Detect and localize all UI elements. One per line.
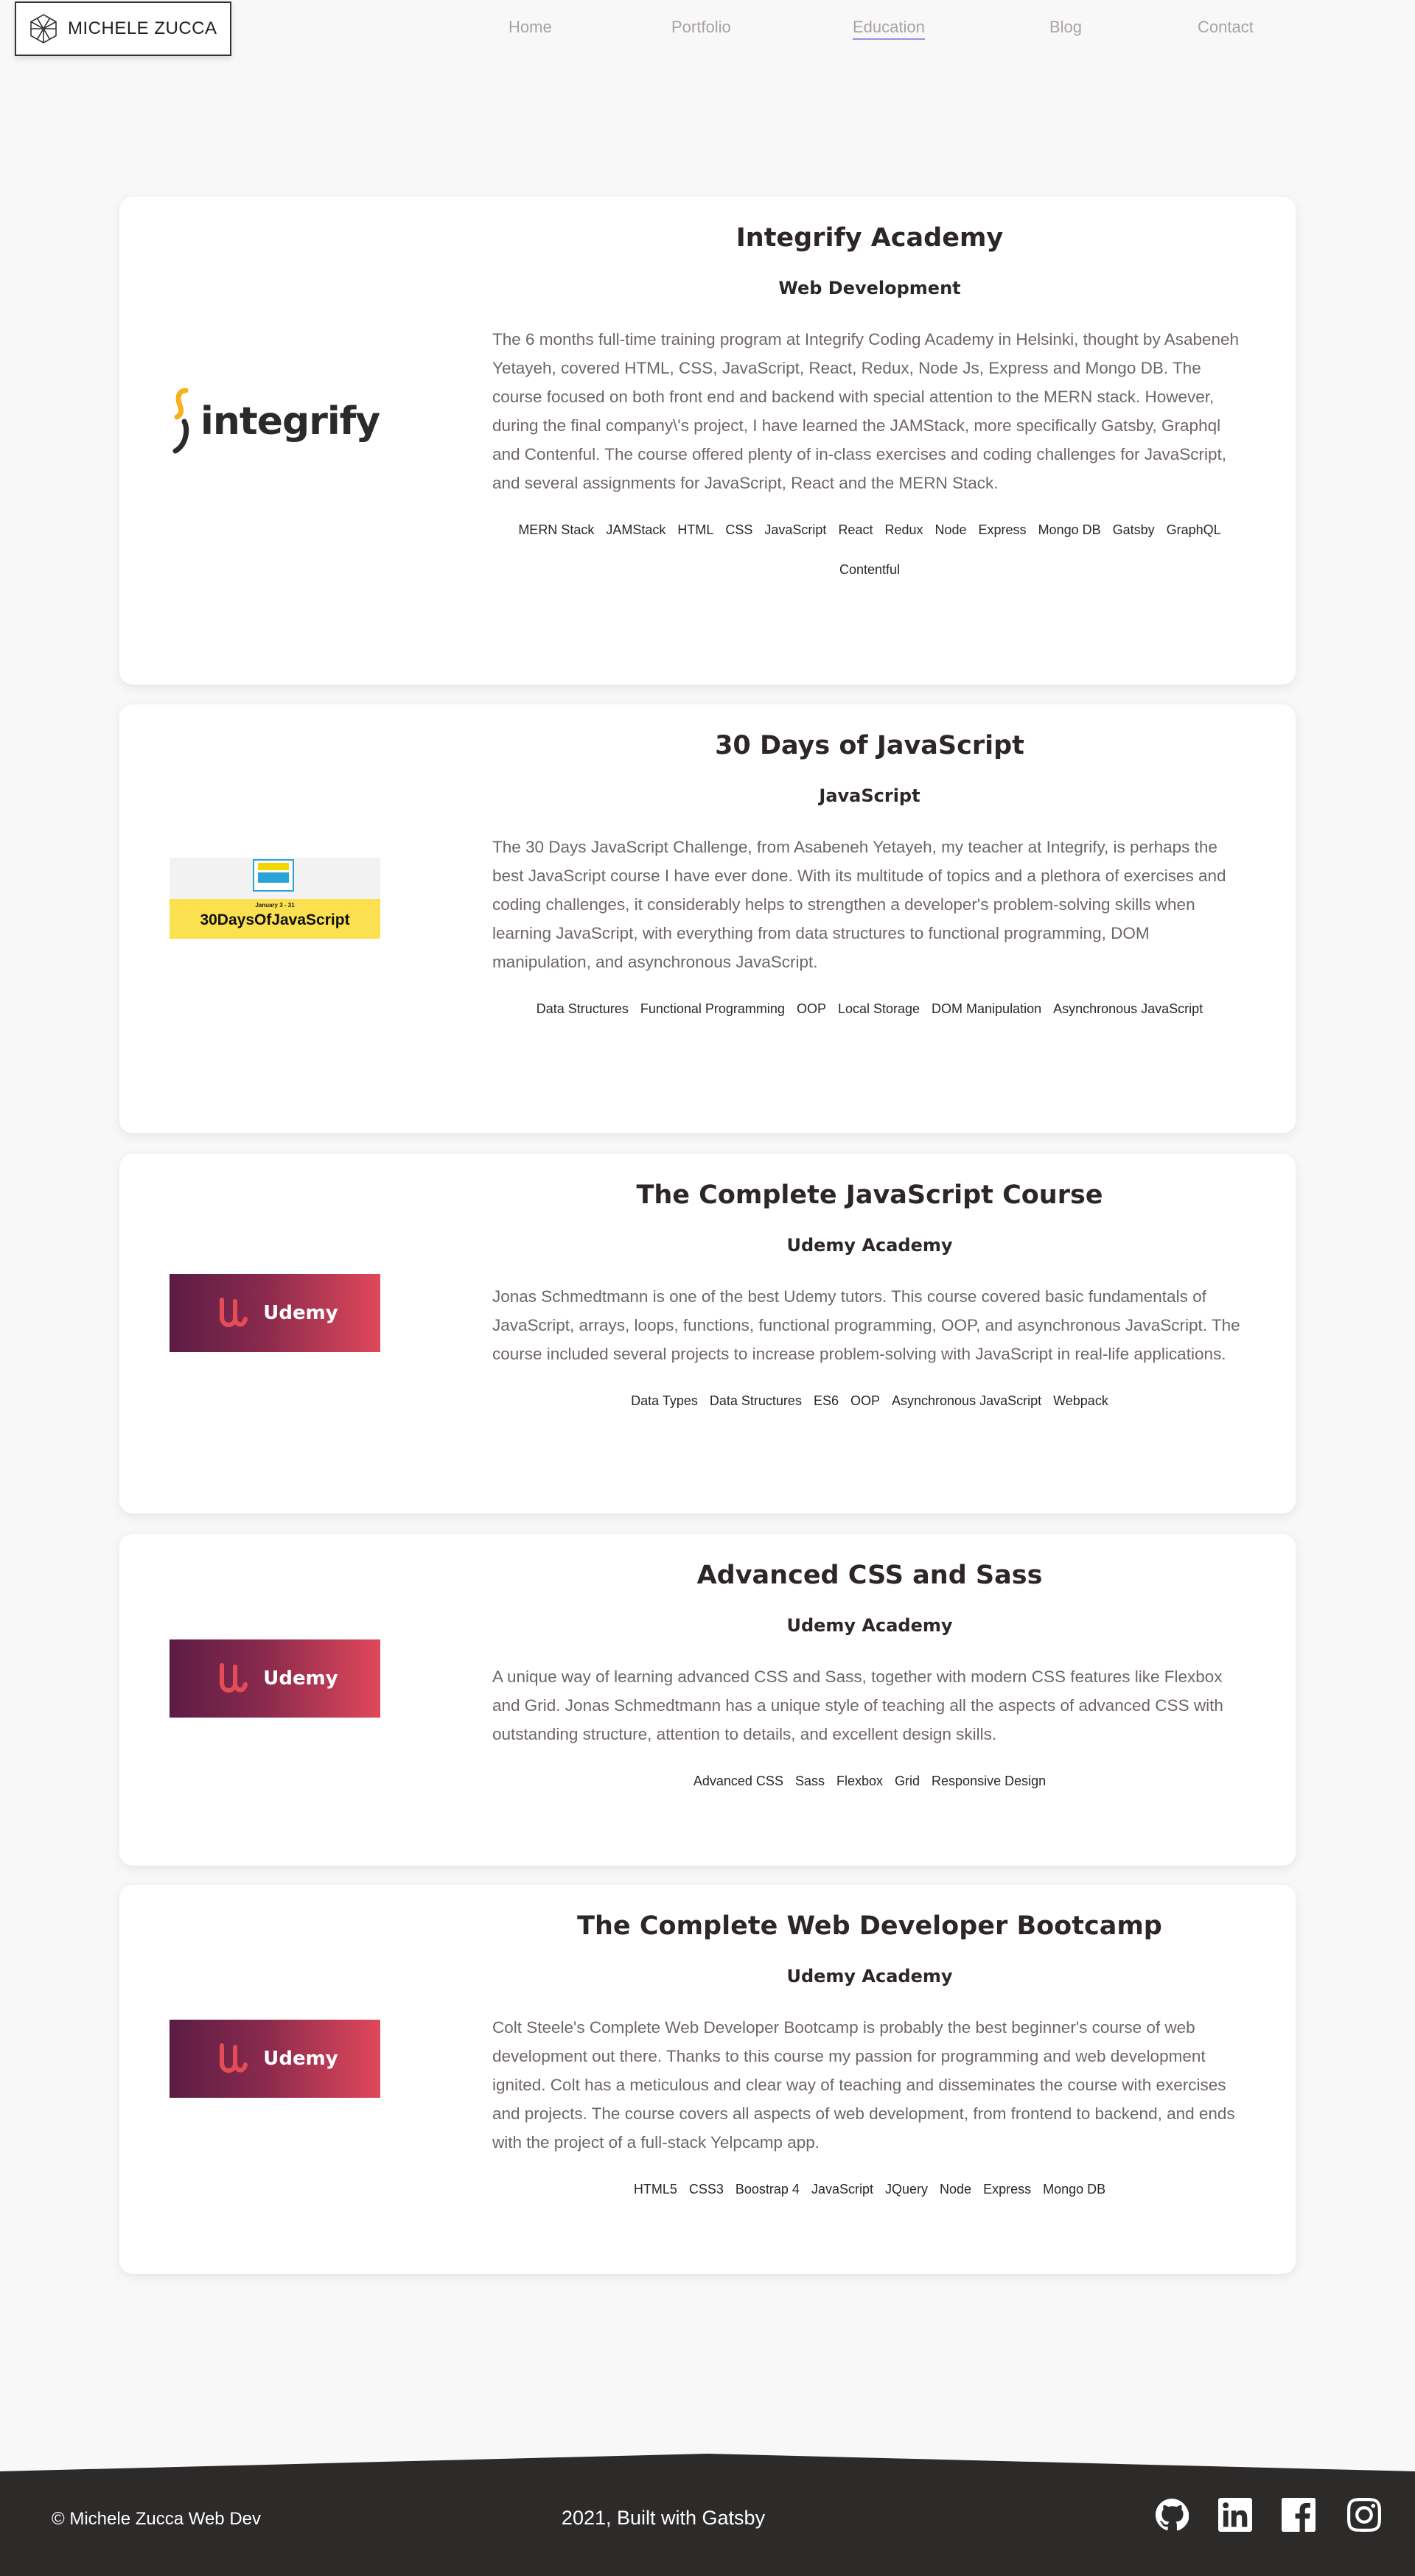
tag: GraphQL xyxy=(1166,522,1221,537)
tag: JavaScript xyxy=(764,522,827,537)
tag: Data Types xyxy=(631,1393,698,1408)
course-subtitle: Udemy Academy xyxy=(786,1615,953,1636)
course-subtitle: JavaScript xyxy=(819,785,920,806)
tag: OOP xyxy=(796,1001,826,1016)
nav-blog[interactable]: Blog xyxy=(1049,18,1083,36)
integrify-logo xyxy=(170,381,380,462)
nav-education[interactable]: Education xyxy=(853,18,925,40)
course-title: The Complete Web Developer Bootcamp xyxy=(577,1911,1162,1941)
course-content xyxy=(492,1911,1247,2202)
integrify-mark-icon xyxy=(170,386,196,457)
tag-list xyxy=(492,517,1247,583)
course-description: Colt Steele's Complete Web Developer Bootcamp is probably the best beginner's course of web development out there. Thanks to this course my passion for programming and web development ignited. Colt has a meticulous and clear way of teaching and disseminates the course with exercises and projects. The course covers all aspects of web development, from frontend to backend, and ends with the project of a full-stack Yelpcamp app. xyxy=(492,2018,1235,2152)
tag: Node xyxy=(940,2182,972,2197)
udemy-logo xyxy=(170,1274,380,1352)
nav-home[interactable]: Home xyxy=(509,18,552,36)
tag: Mongo DB xyxy=(1043,2182,1106,2197)
30days-logo-date: January 3 - 31 xyxy=(255,902,295,909)
udemy-u-icon xyxy=(212,1658,253,1699)
tag: Grid xyxy=(895,1774,920,1788)
tag: HTML5 xyxy=(633,2182,677,2197)
instagram-icon[interactable] xyxy=(1346,2496,1383,2533)
course-content xyxy=(492,731,1247,1022)
nav-portfolio[interactable]: Portfolio xyxy=(671,18,731,36)
course-content xyxy=(492,223,1247,583)
course-card-advanced-css xyxy=(119,1534,1296,1866)
udemy-logo-text: Udemy xyxy=(263,2048,338,2070)
course-subtitle: Udemy Academy xyxy=(786,1966,953,1987)
udemy-u-icon xyxy=(212,1292,253,1334)
tag-list xyxy=(492,1387,1247,1414)
tag: Gatsby xyxy=(1112,522,1155,537)
tag: ES6 xyxy=(813,1393,839,1408)
tag: Local Storage xyxy=(837,1001,920,1016)
integrify-logo-text: integrify xyxy=(200,399,380,444)
30days-logo xyxy=(170,858,380,939)
course-description: A unique way of learning advanced CSS and Sass, together with modern CSS features like Flexbox and Grid. Jonas Schmedtmann has a unique style of teaching all the aspects of advanced CSS with outstanding structure, attention to details, and excellent design skills. xyxy=(492,1667,1223,1743)
30days-badge-icon xyxy=(253,859,294,892)
tag: Sass xyxy=(794,1774,825,1788)
course-card-web-dev-bootcamp xyxy=(119,1885,1296,2274)
tag: Advanced CSS xyxy=(693,1774,783,1788)
30days-logo-text: 30DaysOfJavaScript xyxy=(200,911,350,928)
tag: Node xyxy=(934,522,967,537)
tag: Data Structures xyxy=(709,1393,802,1408)
tag: JavaScript xyxy=(811,2182,873,2197)
brand-name: MICHELE ZUCCA xyxy=(68,18,217,38)
course-description: The 30 Days JavaScript Challenge, from Asabeneh Yetayeh, my teacher at Integrify, is perhaps the best JavaScript course I have ever done. With its multitude of topics and a plethora of exercises and coding challenges, it considerably helps to strengthen a developer's problem-solving skills when learning JavaScript, with everything from data structures to functional programming, DOM manipulation, and asynchronous JavaScript. xyxy=(492,838,1226,971)
tag: Functional Programming xyxy=(640,1001,785,1016)
udemy-logo xyxy=(170,2020,380,2098)
tag: Mongo DB xyxy=(1038,522,1101,537)
footer-built-with: 2021, Built with Gatsby xyxy=(561,2507,766,2529)
tag: Responsive Design xyxy=(932,1774,1047,1788)
tag-list xyxy=(492,1768,1247,1794)
udemy-logo xyxy=(170,1639,380,1718)
course-card-30days xyxy=(119,704,1296,1133)
course-content xyxy=(492,1180,1247,1414)
site-footer xyxy=(0,2451,1415,2576)
tag: Express xyxy=(978,522,1027,537)
course-description: The 6 months full-time training program at Integrify Coding Academy in Helsinki, thought by Asabeneh Yetayeh, covered HTML, CSS, JavaScript, React, Redux, Node Js, Express and Mongo DB. The course focused on both front end and backend with special attention to the MERN stack. However, during the final company\'s project, I have learned the JAMStack, more specifically Gatsby, Graphql and Contenful. The course offered plenty of in-class exercises and coding challenges for JavaScript, and several assignments for JavaScript, React and the MERN Stack. xyxy=(492,330,1240,492)
tag: Webpack xyxy=(1053,1393,1108,1408)
course-content xyxy=(492,1561,1247,1794)
tag-list xyxy=(492,995,1247,1022)
footer-copyright: © Michele Zucca Web Dev xyxy=(52,2509,262,2529)
tag: Asynchronous JavaScript xyxy=(892,1393,1042,1408)
tag: JAMStack xyxy=(606,522,666,537)
tag: Data Structures xyxy=(536,1001,629,1016)
tag: React xyxy=(838,522,873,537)
course-subtitle: Web Development xyxy=(778,278,961,298)
facebook-icon[interactable] xyxy=(1280,2496,1317,2533)
tag: Flexbox xyxy=(836,1774,884,1788)
course-card-integrify xyxy=(119,197,1296,685)
tag-list xyxy=(492,2176,1247,2202)
course-title: The Complete JavaScript Course xyxy=(636,1180,1103,1210)
tag: OOP xyxy=(850,1393,880,1408)
course-title: Integrify Academy xyxy=(736,223,1004,253)
tag: CSS3 xyxy=(688,2182,724,2197)
tag: Contentful xyxy=(839,562,901,577)
course-title: 30 Days of JavaScript xyxy=(715,731,1024,760)
tag: JQuery xyxy=(885,2182,929,2197)
linkedin-icon[interactable] xyxy=(1217,2496,1254,2533)
tag: Boostrap 4 xyxy=(735,2182,800,2197)
udemy-u-icon xyxy=(212,2038,253,2079)
tag: DOM Manipulation xyxy=(932,1001,1042,1016)
nav-contact[interactable]: Contact xyxy=(1198,18,1254,36)
udemy-logo-text: Udemy xyxy=(263,1302,338,1324)
course-subtitle: Udemy Academy xyxy=(786,1235,953,1256)
main-nav xyxy=(0,15,1415,44)
tag: Redux xyxy=(884,522,923,537)
course-description: Jonas Schmedtmann is one of the best Udemy tutors. This course covered basic fundamentals of JavaScript, arrays, loops, functions, functional programming, OOP, and asynchronous JavaScript. The course included several projects to increase problem-solving with JavaScript in real-life applications. xyxy=(492,1287,1240,1363)
github-icon[interactable] xyxy=(1153,2496,1190,2533)
tag: MERN Stack xyxy=(518,522,595,537)
udemy-logo-text: Udemy xyxy=(263,1667,338,1690)
course-card-complete-js xyxy=(119,1154,1296,1513)
tag: Asynchronous JavaScript xyxy=(1053,1001,1203,1016)
course-title: Advanced CSS and Sass xyxy=(696,1561,1043,1590)
tag: HTML xyxy=(677,522,714,537)
tag: CSS xyxy=(725,522,753,537)
tag: Express xyxy=(983,2182,1032,2197)
